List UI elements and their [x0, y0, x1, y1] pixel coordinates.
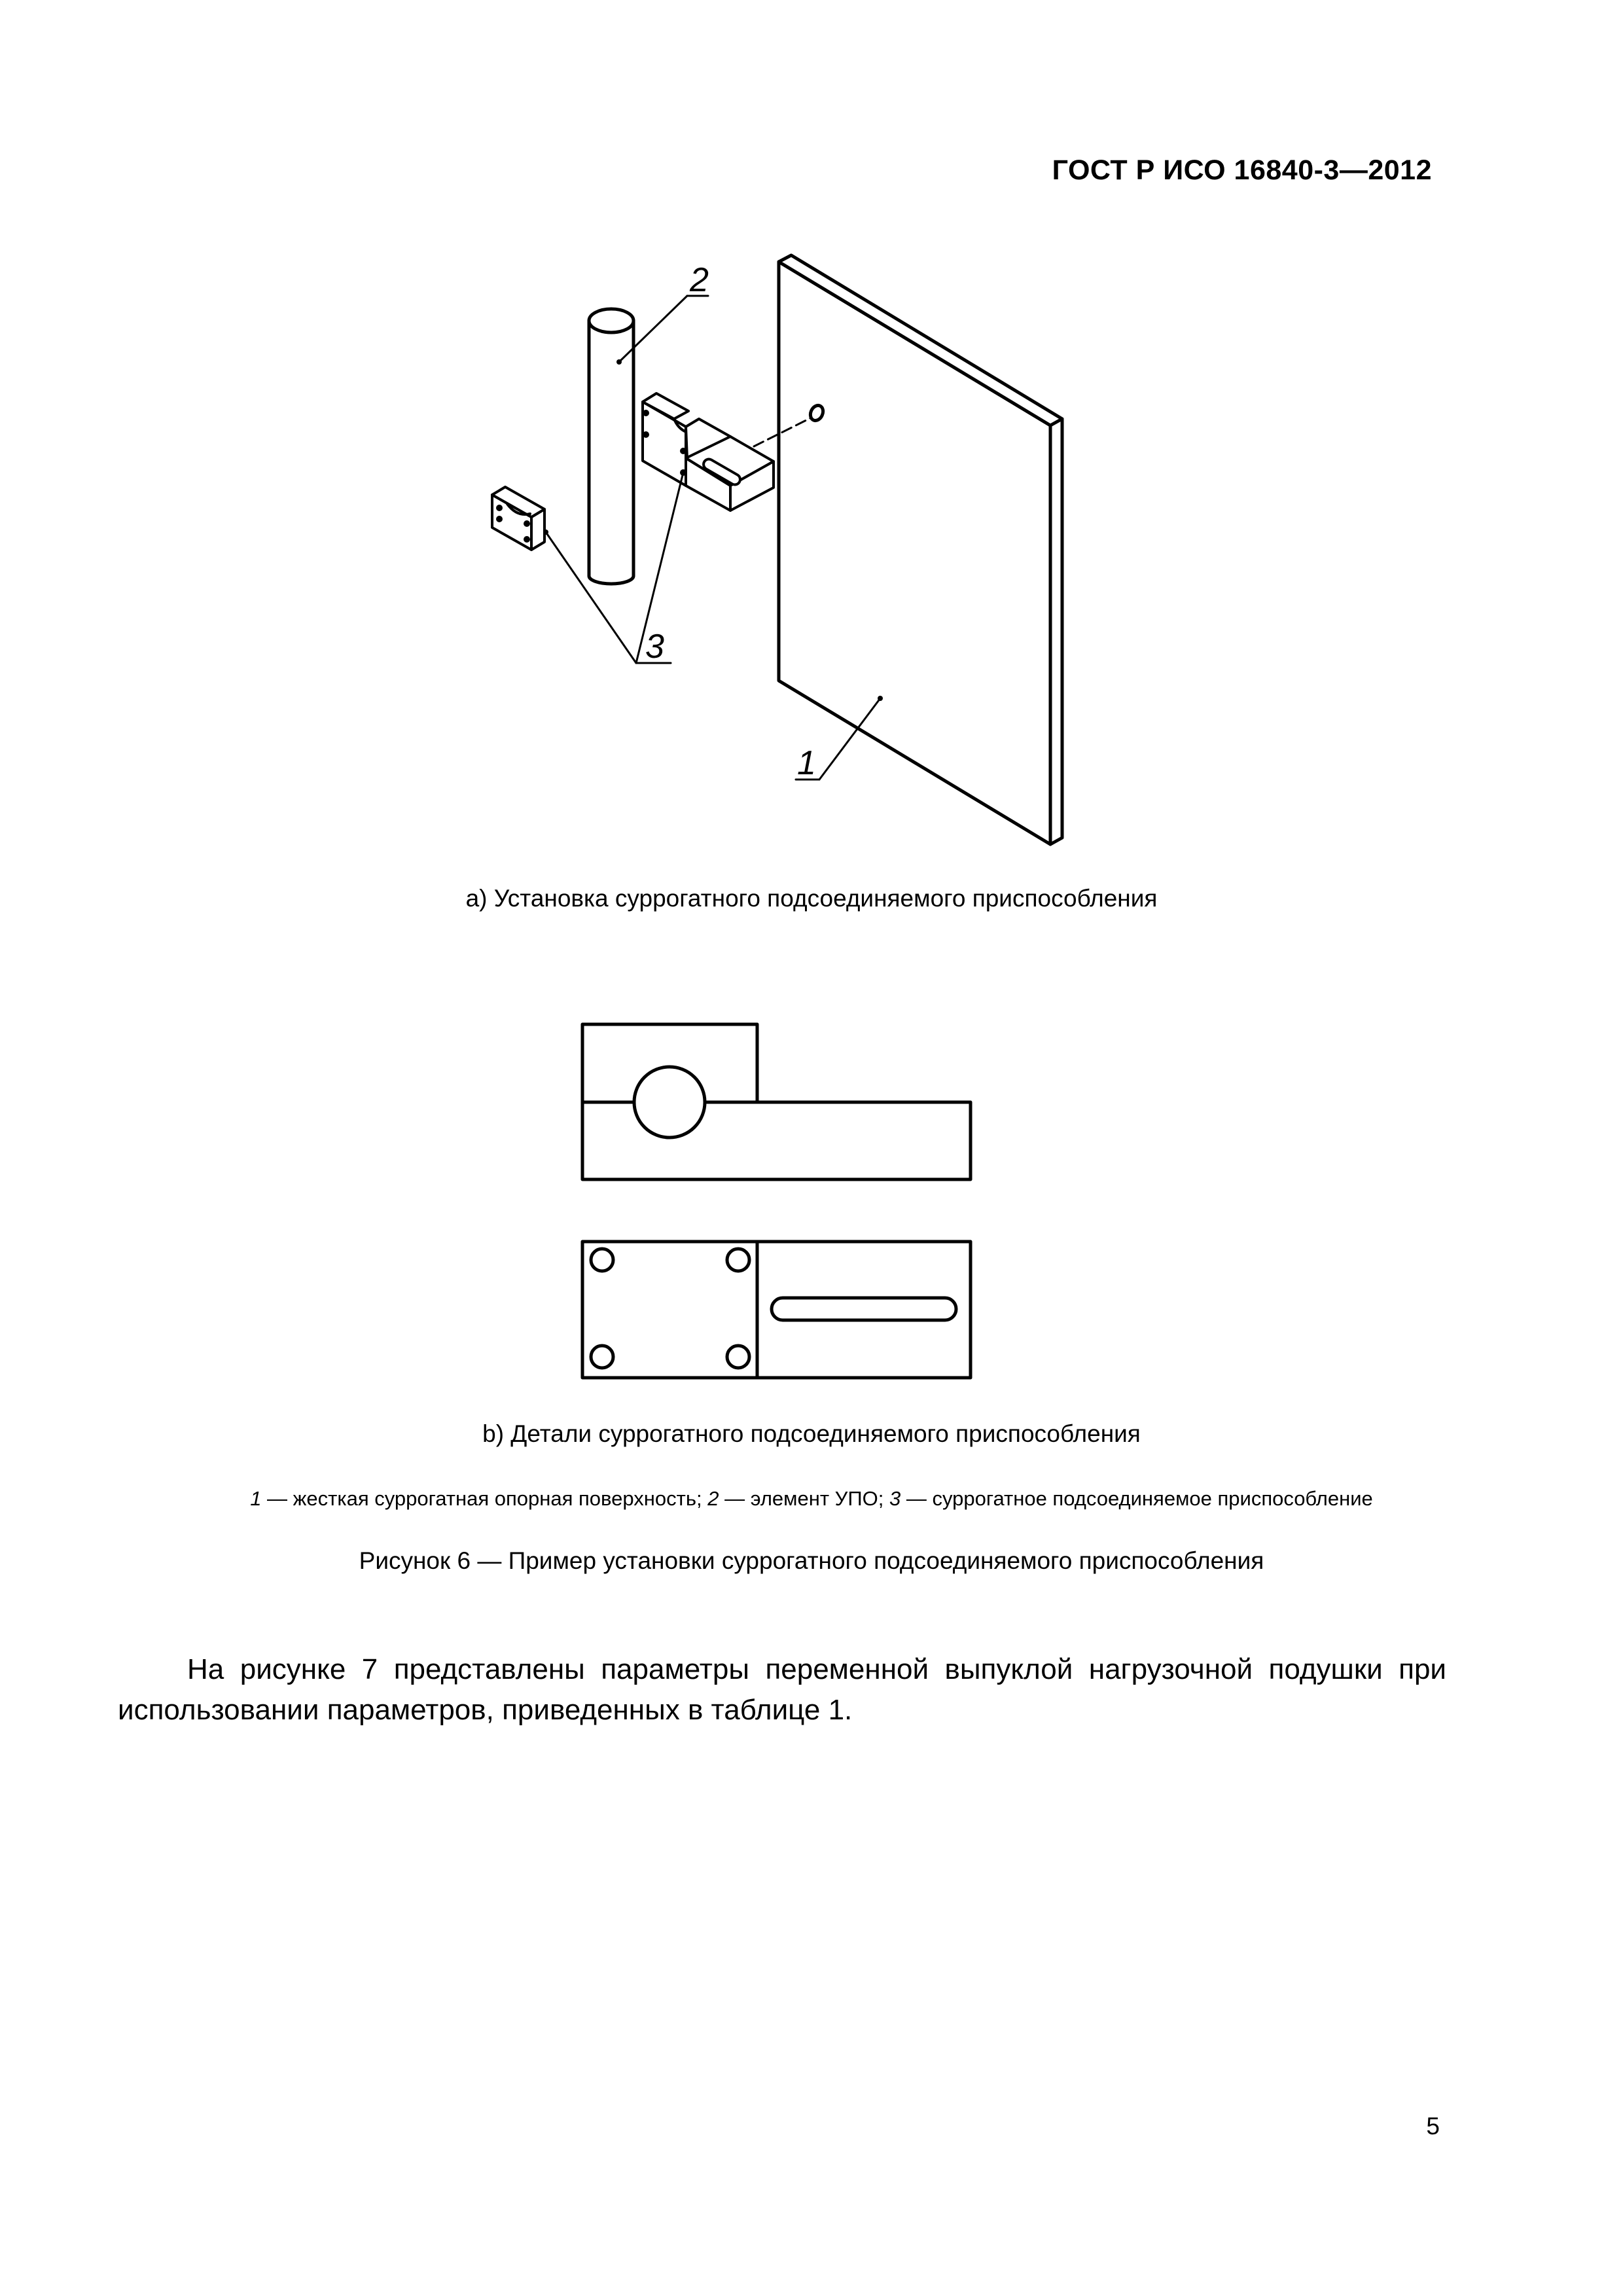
legend-num-2: 2	[707, 1487, 719, 1510]
legend-num-3: 3	[889, 1487, 901, 1510]
callout-3: 3	[645, 628, 664, 666]
figure-title: Рисунок 6 — Пример установки суррогатного подсоединяемого приспособления	[359, 1547, 1264, 1574]
paragraph-text: На рисунке 7 представлены параметры переменной выпуклой нагрузочной подушки при использовании параметров, приведенных в таблице 1.	[118, 1653, 1446, 1726]
callout-2: 2	[690, 261, 709, 299]
figure-legend	[0, 1487, 1623, 1511]
legend-text-3: — суррогатное подсоединяемое приспособление	[901, 1487, 1373, 1510]
caption-a: a) Установка суррогатного подсоединяемого приспособления	[465, 885, 1158, 912]
legend-num-1: 1	[250, 1487, 262, 1510]
caption-b: b) Детали суррогатного подсоединяемого приспособления	[482, 1420, 1141, 1447]
body-paragraph	[118, 1649, 1446, 1731]
page-number: 5	[1426, 2113, 1440, 2140]
legend-text-1: — жесткая суррогатная опорная поверхность;	[261, 1487, 708, 1510]
document-code-header: ГОСТ Р ИСО 16840-3—2012	[1052, 154, 1432, 186]
fixture-detail-side-view	[582, 1024, 971, 1179]
tube-element	[589, 309, 633, 584]
legend-text-2: — элемент УПО;	[719, 1487, 889, 1510]
callout-1: 1	[797, 744, 816, 782]
support-surface-panel	[779, 255, 1062, 844]
fixture-detail-top-view	[582, 1242, 971, 1378]
fixture-half-mounted	[643, 393, 774, 511]
